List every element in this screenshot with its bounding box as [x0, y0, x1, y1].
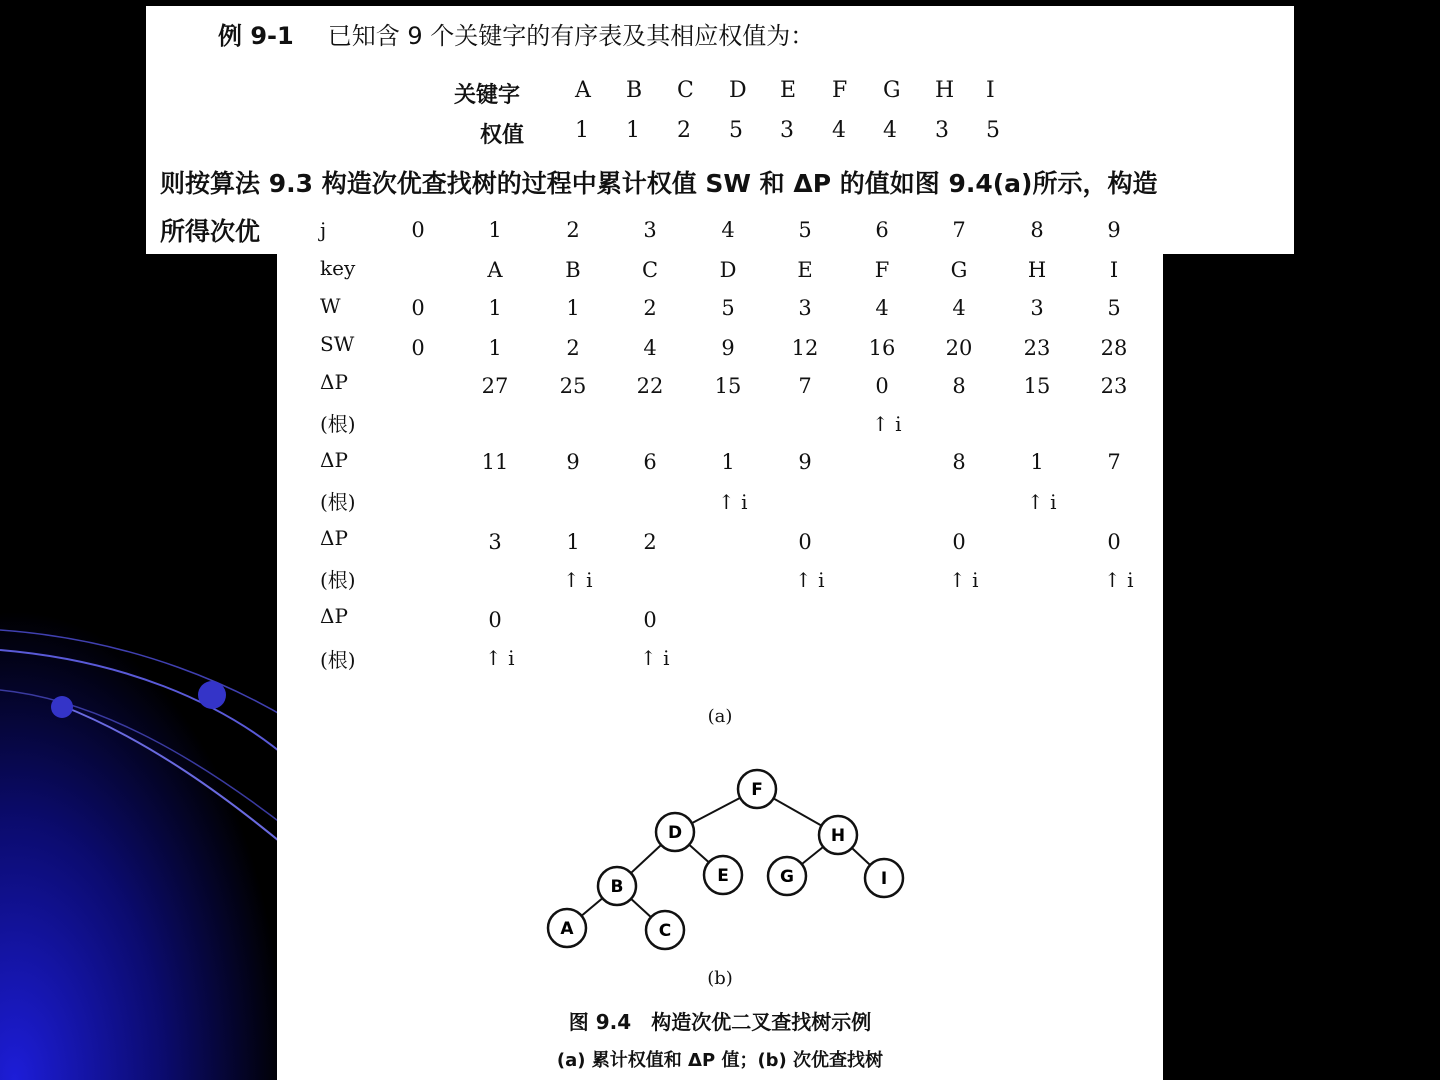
keyword-cell: A: [575, 78, 591, 103]
row-label-dp: ΔP: [320, 526, 348, 550]
index-cell: 5: [798, 218, 812, 242]
dp-cell: 0: [875, 374, 889, 398]
figure-subtitle: (a) 累计权值和 ΔP 值；(b) 次优查找树: [556, 1050, 884, 1071]
dp-cell: 9: [798, 450, 812, 474]
index-cell: 6: [875, 218, 889, 242]
tree-node-label: G: [780, 867, 794, 887]
tree-node-label: A: [560, 919, 574, 939]
dp-cell: 0: [488, 608, 502, 632]
root-marker: ↑ i: [1027, 490, 1057, 514]
w-cell: 5: [721, 296, 735, 320]
weight-row-label: 权值: [480, 123, 525, 148]
key-cell: F: [874, 258, 890, 282]
w-cell: 3: [798, 296, 812, 320]
keyword-cell: G: [883, 78, 901, 103]
w-cell: 0: [411, 296, 425, 320]
index-cell: 2: [566, 218, 580, 242]
root-marker: ↑ i: [485, 646, 515, 670]
tree-node: [646, 911, 684, 949]
decor-dot: [198, 681, 226, 709]
tree-node-label: F: [751, 780, 763, 800]
weight-cell: 1: [626, 118, 640, 143]
index-cell: 0: [411, 218, 425, 242]
keyword-cell: H: [935, 78, 955, 103]
w-cell: 4: [952, 296, 966, 320]
root-marker: ↑ i: [640, 646, 670, 670]
key-cell: A: [487, 258, 503, 282]
row-label-w: W: [320, 294, 341, 318]
dp-cell: 15: [1023, 374, 1051, 398]
example-text: 已知含 9 个关键字的有序表及其相应权值为：: [327, 22, 815, 50]
key-cell: B: [565, 258, 581, 282]
figure-panel: [277, 218, 1163, 1080]
dp-cell: 0: [952, 530, 966, 554]
caption-a: (a): [707, 706, 733, 727]
paragraph-line-1: 则按算法 9.3 构造次优查找树的过程中累计权值 SW 和 ΔP 的值如图 9.4(a)所示，构造: [160, 169, 1158, 198]
dp-cell: 6: [643, 450, 657, 474]
row-label-sw: SW: [320, 332, 355, 356]
w-cell: 3: [1030, 296, 1044, 320]
weight-cell: 4: [832, 118, 846, 143]
index-cell: 1: [488, 218, 502, 242]
tree-node-label: B: [610, 877, 624, 897]
row-label-root: (根): [320, 568, 356, 592]
sw-cell: 23: [1023, 336, 1051, 360]
key-cell: D: [719, 258, 737, 282]
w-cell: 2: [643, 296, 657, 320]
root-marker: ↑ i: [795, 568, 825, 592]
w-cell: 1: [566, 296, 580, 320]
keyword-row: [454, 78, 520, 109]
root-marker: ↑ i: [872, 412, 902, 436]
index-cell: 3: [643, 218, 657, 242]
dp-cell: 23: [1100, 374, 1128, 398]
row-label-j: j: [320, 218, 327, 242]
dp-cell: 3: [488, 530, 502, 554]
row-label-key: key: [320, 256, 356, 280]
key-cell: H: [1027, 258, 1047, 282]
key-cell: E: [797, 258, 813, 282]
index-cell: 7: [952, 218, 966, 242]
keyword-cell: F: [832, 78, 848, 103]
dp-cell: 25: [559, 374, 587, 398]
tree-node-label: E: [717, 866, 729, 886]
w-cell: 4: [875, 296, 889, 320]
row-label-dp: ΔP: [320, 604, 348, 628]
weight-cell: 3: [935, 118, 949, 143]
weight-cell: 5: [986, 118, 1000, 143]
root-marker: ↑ i: [718, 490, 748, 514]
sw-cell: 16: [868, 336, 896, 360]
index-cell: 8: [1030, 218, 1044, 242]
sw-cell: 0: [411, 336, 425, 360]
example-heading: [218, 16, 814, 51]
tree-node-label: C: [658, 921, 672, 941]
weight-cell: 1: [575, 118, 589, 143]
sw-cell: 20: [945, 336, 973, 360]
dp-cell: 1: [721, 450, 735, 474]
dp-cell: 8: [952, 450, 966, 474]
dp-cell: 22: [636, 374, 664, 398]
root-marker: ↑ i: [949, 568, 979, 592]
dp-cell: 0: [1107, 530, 1121, 554]
tree-node-label: H: [830, 826, 846, 846]
key-cell: C: [641, 258, 659, 282]
keyword-row-label: 关键字: [454, 83, 521, 108]
root-marker: ↑ i: [563, 568, 593, 592]
keyword-cell: I: [986, 78, 995, 103]
dp-cell: 7: [1107, 450, 1121, 474]
keyword-cell: E: [780, 78, 797, 103]
key-cell: I: [1109, 258, 1119, 282]
dp-cell: 11: [481, 450, 509, 474]
tree-node: [738, 770, 776, 808]
tree-node-label: I: [880, 869, 888, 889]
row-label-root: (根): [320, 490, 356, 514]
dp-cell: 8: [952, 374, 966, 398]
dp-cell: 27: [481, 374, 509, 398]
tree-node: [704, 856, 742, 894]
dp-cell: 9: [566, 450, 580, 474]
w-cell: 5: [1107, 296, 1121, 320]
figure-title: 图 9.4 构造次优二叉查找树示例: [568, 1010, 872, 1034]
index-cell: 4: [721, 218, 735, 242]
row-label-root: (根): [320, 648, 356, 672]
tree-node: [548, 909, 586, 947]
tree-node: [819, 816, 857, 854]
weight-cell: 2: [677, 118, 691, 143]
weight-cell: 5: [729, 118, 743, 143]
dp-cell: 7: [798, 374, 812, 398]
key-cell: G: [950, 258, 968, 282]
index-cell: 9: [1107, 218, 1121, 242]
sw-cell: 9: [721, 336, 735, 360]
tree-node-label: D: [667, 823, 683, 843]
decor-dot: [51, 696, 73, 718]
sw-cell: 28: [1100, 336, 1128, 360]
sw-cell: 1: [488, 336, 502, 360]
row-label-root: (根): [320, 412, 356, 436]
paragraph-line-2: 所得次优: [160, 217, 261, 246]
example-header-panel: [146, 6, 1294, 254]
dp-cell: 1: [566, 530, 580, 554]
tree-node: [768, 857, 806, 895]
tree-node: [865, 859, 903, 897]
caption-b: (b): [707, 968, 733, 989]
dp-cell: 1: [1030, 450, 1044, 474]
keyword-cell: C: [677, 78, 694, 103]
dp-cell: 2: [643, 530, 657, 554]
row-label-dp: ΔP: [320, 370, 348, 394]
keyword-cell: D: [729, 78, 747, 103]
sw-cell: 4: [643, 336, 657, 360]
w-cell: 1: [488, 296, 502, 320]
tree-node: [656, 813, 694, 851]
weight-cell: 4: [883, 118, 897, 143]
weight-row: [480, 118, 524, 149]
dp-cell: 0: [798, 530, 812, 554]
dp-cell: 15: [714, 374, 742, 398]
weight-cell: 3: [780, 118, 794, 143]
keyword-cell: B: [626, 78, 643, 103]
example-label: 例 9-1: [218, 22, 294, 50]
dp-cell: 0: [643, 608, 657, 632]
root-marker: ↑ i: [1104, 568, 1134, 592]
sw-cell: 2: [566, 336, 580, 360]
sw-cell: 12: [791, 336, 819, 360]
row-label-dp: ΔP: [320, 448, 348, 472]
tree-node: [598, 867, 636, 905]
